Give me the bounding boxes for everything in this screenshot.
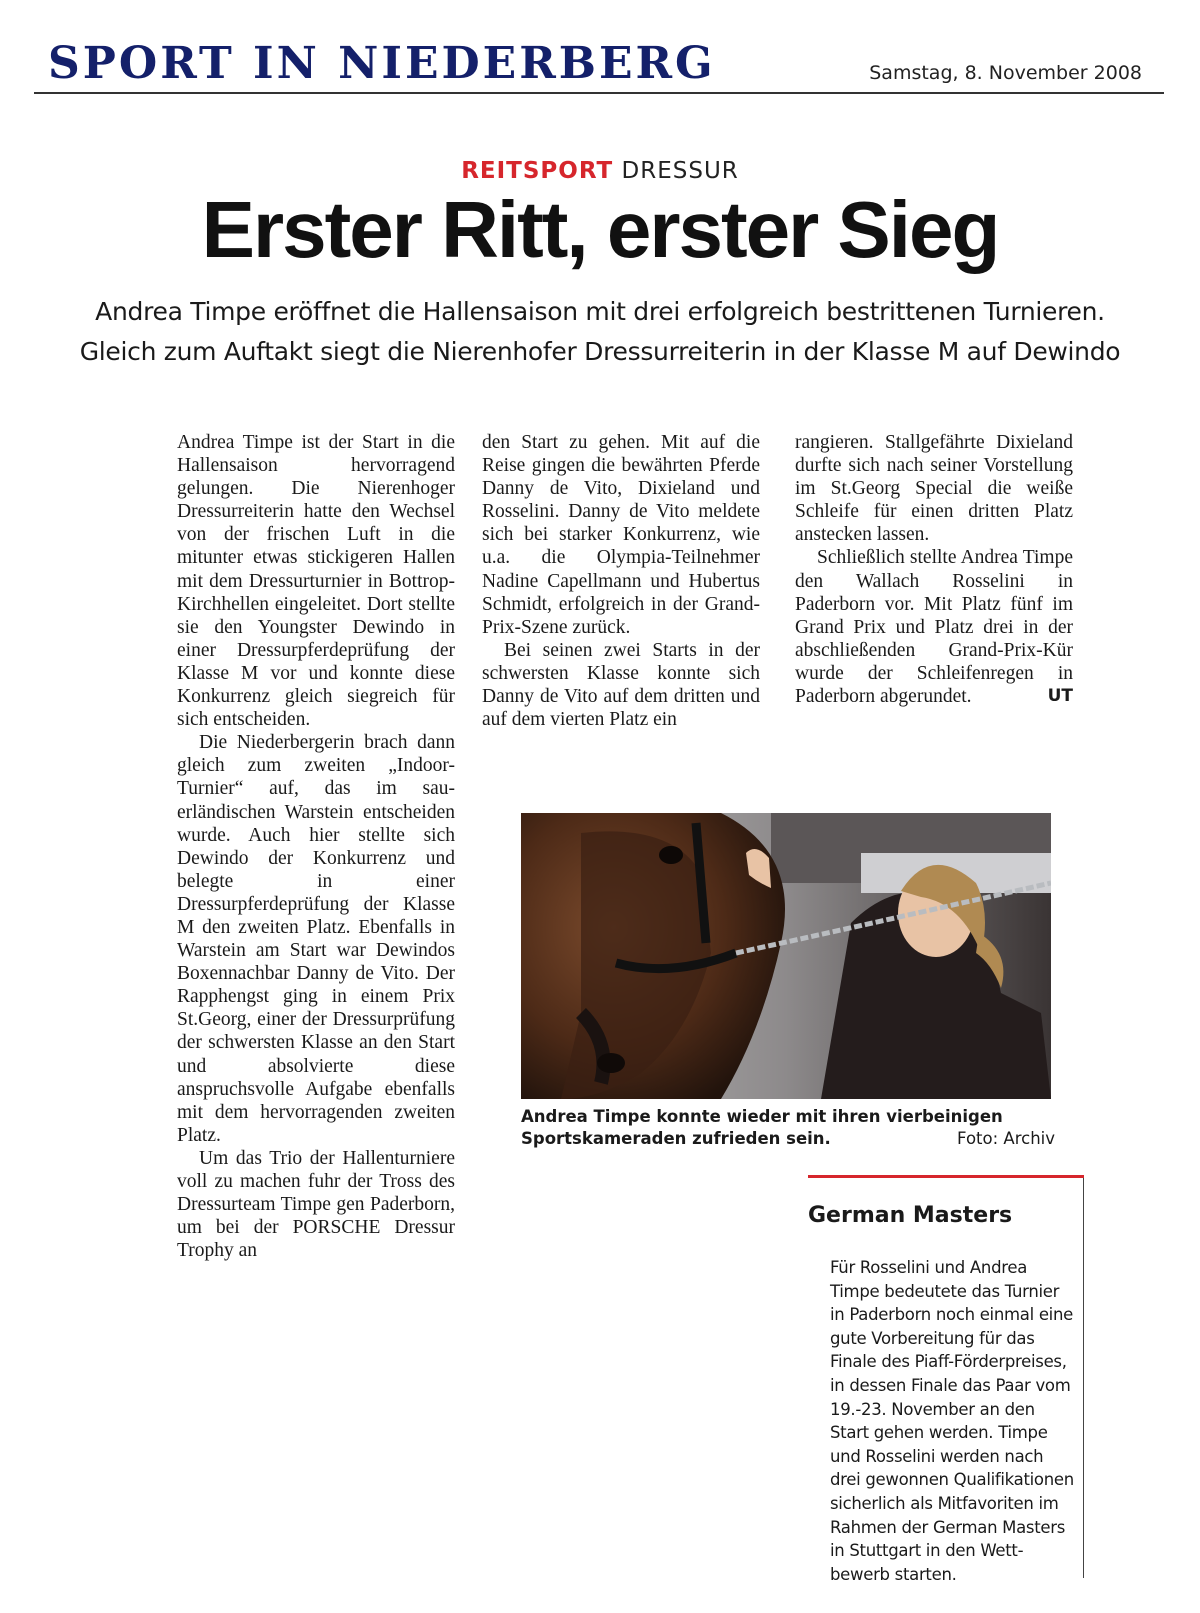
infobox-side-rule (1083, 1178, 1084, 1578)
article-kicker (0, 158, 1200, 184)
kicker-category: REITSPORT (461, 158, 614, 184)
article-subline-2: Gleich zum Auftakt siegt die Nierenhofer Dressurreiterin in der Klasse M auf Dewindo (79, 337, 1121, 366)
kicker-topic: DRESSUR (621, 158, 739, 184)
horse-rider-photo (521, 813, 1051, 1099)
paragraph-text: Schließlich stellte Andrea Timpe den Wallach Rosselini in Paderborn vor. Mit Platz fünf im Grand Prix und Platz drei in der abschließenden Grand-Prix-Kür wurde der Schleifenregen in Paderborn abgerundet. (795, 547, 1073, 708)
paragraph: Andrea Timpe ist der Start in die Hallensaison hervorragend gelungen. Die Nierenhoger Dressurreiterin hatte den Wechsel von der frischen Luft in die mitunter etwas stickigeren Hallen mit dem Dressurturnier in Bottrop-Kirchhellen eingeleitet. Dort stellte sie den Youngster Dewindo in einer Dressurpferdeprüfung der Klasse M vor und konnte diese Konkurrenz gleich siegreich für sich entscheiden. (177, 432, 455, 731)
infobox-title: German Masters (808, 1203, 1013, 1228)
article-headline: Erster Ritt, erster Sieg (201, 185, 999, 274)
infobox-text: Für Rosselini und Andrea Timpe bedeutete das Turnier in Paderborn noch einmal eine gute Vorbereitung für das Finale des Piaff-Förderpreises, in dessen Finale das Paar vom 19.-23. November an den Start gehen werden. Timpe und Rosselini werden nach drei gewonnen Qualifikationen sicherlich als Mitfavoriten im Rahmen der German Masters in Stuttgart in den Wettbewerb starten. (830, 1258, 1074, 1584)
article-column-1 (177, 431, 455, 1262)
photo-credit: Foto: Archiv (957, 1129, 1055, 1148)
paragraph: rangieren. Stallgefährte Dixieland durfte sich nach seiner Vorstellung im St.Georg Special die weiße Schleife für einen dritten Platz anstecken lassen. (795, 432, 1073, 546)
author-signature: UT (1047, 686, 1073, 707)
masthead-divider (34, 92, 1164, 94)
photo-caption (521, 1106, 1055, 1150)
paragraph: Bei seinen zwei Starts in der schwersten Klasse konnte sich Danny de Vito auf dem dritten und auf dem vierten Platz ein (482, 639, 760, 731)
paragraph: Die Niederbergerin brach dann gleich zum zweiten „Indoor-Turnier“ auf, das im sauerländischen Warstein entscheiden wurde. Auch hier stellte sich Dewindo der Konkurrenz und belegte in einer Dressurpferdeprüfung der Klasse M den zweiten Platz. Ebenfalls in Warstein am Start war Dewindos Boxennachbar Danny de Vito. Der Rapphengst ging in einem Prix St.Georg, einer der Dressurprüfung der schwersten Klasse an den Start und absolvierte diese anspruchsvolle Aufgabe ebenfalls mit dem hervorragenden zweiten Platz. (177, 732, 455, 1146)
article-photo (521, 813, 1051, 1099)
paragraph (795, 546, 1073, 708)
paragraph: den Start zu gehen. Mit auf die Reise gingen die bewährten Pferde Danny de Vito, Dixieland und Rosselini. Danny de Vito meldete sich bei starker Konkurrenz, wie u.a. die Olympia-Teilnehmer Nadine Capellmann und Hubertus Schmidt, erfolgreich in der Grand-Prix-Szene zurück. (482, 432, 760, 638)
caption-text: Andrea Timpe konnte wieder mit ihren vierbeinigen Sportskameraden zufrieden sein. (521, 1107, 1003, 1148)
article-column-3 (795, 431, 1073, 708)
infobox-accent-rule (808, 1175, 1084, 1178)
article-subline-1: Andrea Timpe eröffnet die Hallensaison mit drei erfolgreich bestrittenen Turnieren. (95, 297, 1105, 326)
paragraph: Um das Trio der Hallenturniere voll zu machen fuhr der Tross des Dressurteam Timpe gen Paderborn, um bei der PORSCHE Dressur Trophy an (177, 1147, 455, 1262)
publication-date: Samstag, 8. November 2008 (869, 62, 1142, 84)
masthead-title: SPORT IN NIEDERBERG (48, 38, 716, 89)
article-column-2 (482, 431, 760, 731)
